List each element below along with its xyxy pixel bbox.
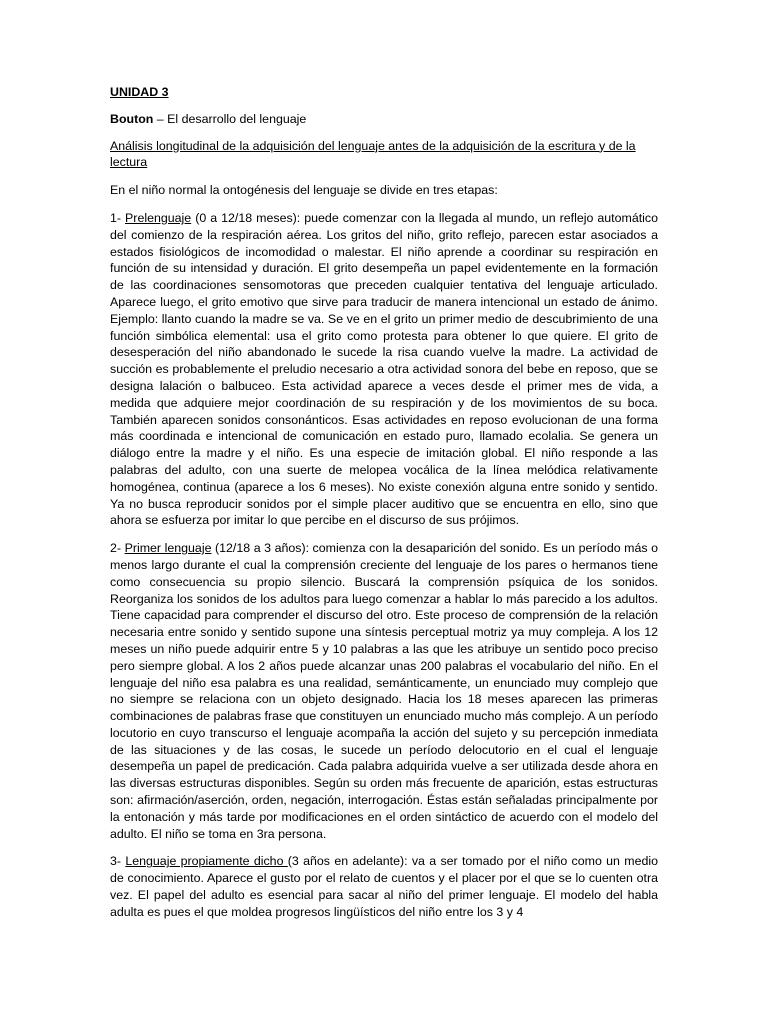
section-text: (0 a 12/18 meses): puede comenzar con la llegada al mundo, un reflejo automático del comienzo de la respiración aérea. Los gritos del niño, grito reflejo, parecen estar asociados a estados fisiológicos de incomodidad o malestar. El niño aprende a coordinar su respiración en función de su intensidad y duración. El grito desempeña un papel evidentemente en la formación de las coordinaciones sensomotoras que preceden cualquier tentativa del lenguaje articulado. Aparece luego, el grito emotivo que sirve para traducir de manera intencional un estado de ánimo. Ejemplo: llanto cuando la madre se va. Se ve en el grito un primer medio de descubrimiento de una función simbólica elemental: usa el grito como protesta para obtener lo que quiere. El grito de desesperación del niño abandonado le sucede la risa cuando vuelve la madre. La actividad de succión es probablemente el preludio necesario a otra actividad sonora del bebe en reposo, que se designa lalación o balbuceo. Esta actividad aparece a veces desde el primer mes de vida, a medida que adquiere mejor coordinación de su respiración y de los movimientos de su boca. También aparecen sonidos consonánticos. Esas actividades en reposo evolucionan de una forma más coordinada e intencional de comunicación en estado puro, llamado ecolalia. Se genera un diálogo entre la madre y el niño. Es una especie de imitación global. El niño responde a las palabras del adulto, con una suerte de melopea vocálica de la línea melódica relativamente homogénea, continua (aparece a los 6 meses). No existe conexión alguna entre sonido y sentido. Ya no busca reproducir sonidos por el simple placer auditivo que se encuentra en ello, sino que ahora se esfuerza por imitar lo que percibe en el discurso de sus prójimos. — [110, 210, 658, 528]
author-separator: – — [153, 111, 168, 126]
section-term: Lenguaje propiamente dicho — [125, 854, 288, 869]
document-subtitle: Análisis longitudinal de la adquisición del lenguaje antes de la adquisición de la escritura y de la lectura — [110, 138, 636, 170]
section-number: 1- — [110, 210, 126, 225]
section-prelenguaje — [110, 210, 658, 529]
section-primer-lenguaje — [110, 540, 658, 842]
section-term: Primer lenguaje — [124, 541, 212, 556]
section-number: 3- — [110, 854, 126, 869]
section-term: Prelenguaje — [125, 210, 192, 225]
intro-paragraph: En el niño normal la ontogénesis del lenguaje se divide en tres etapas: — [110, 183, 498, 198]
unit-title: UNIDAD 3 — [110, 85, 169, 99]
section-text: (3 años en adelante): va a ser tomado por el niño como un medio de conocimiento. Aparece el gusto por el relato de cuentos y el placer por el que se lo cuenten otra vez. El papel del adulto es esencial para sacar al niño del primer lenguaje. El modelo del habla adulta es pues el que moldea progresos lingüísticos del niño entre los 3 y 4 — [110, 854, 659, 919]
author-line — [110, 111, 658, 128]
section-number: 2- — [110, 541, 125, 556]
author-name: Bouton — [110, 111, 154, 126]
section-text: (12/18 a 3 años): comienza con la desaparición del sonido. Es un período más o menos largo durante el cual la comprensión creciente del lenguaje de los pares o hermanos tiene como consecuencia su propio silencio. Buscará la comprensión psíquica de los sonidos. Reorganiza los sonidos de los adultos para luego comenzar a hablar lo más parecido a los adultos. Tiene capacidad para comprender el discurso del otro. Este proceso de comprensión de la relación necesaria entre sonido y sentido supone una síntesis perceptual motriz ya muy compleja. A los 12 meses un niño puede adquirir entre 5 y 10 palabras a las que les atribuye un sentido poco preciso pero siempre global. A los 2 años puede alcanzar unas 200 palabras el vocabulario del niño. En el lenguaje del niño esa palabra es una realidad, semánticamente, un enunciado muy complejo que no siempre se relaciona con un objeto designado. Hacia los 18 meses aparecen las primeras combinaciones de palabras frase que constituyen un enunciado mucho más complejo. A un período locutorio en cuyo transcurso el lenguaje acompaña la acción del sujeto y su percepción inmediata de las situaciones y de las cosas, le sucede un período delocutorio en el cual el lenguaje desempeña un papel de predicación. Cada palabra adquirida vuelve a ser utilizada desde ahora en las diversas estructuras disponibles. Según su orden más frecuente de aparición, estas estructuras son: afirmación/aserción, orden, negación, interrogación. Éstas están señaladas principalmente por la entonación y más tarde por modificaciones en el orden sintáctico de acuerdo con el modelo del adulto. El niño se toma en 3ra persona. — [110, 541, 658, 841]
work-title: El desarrollo del lenguaje — [167, 111, 307, 126]
section-lenguaje-propiamente-dicho — [110, 853, 658, 920]
